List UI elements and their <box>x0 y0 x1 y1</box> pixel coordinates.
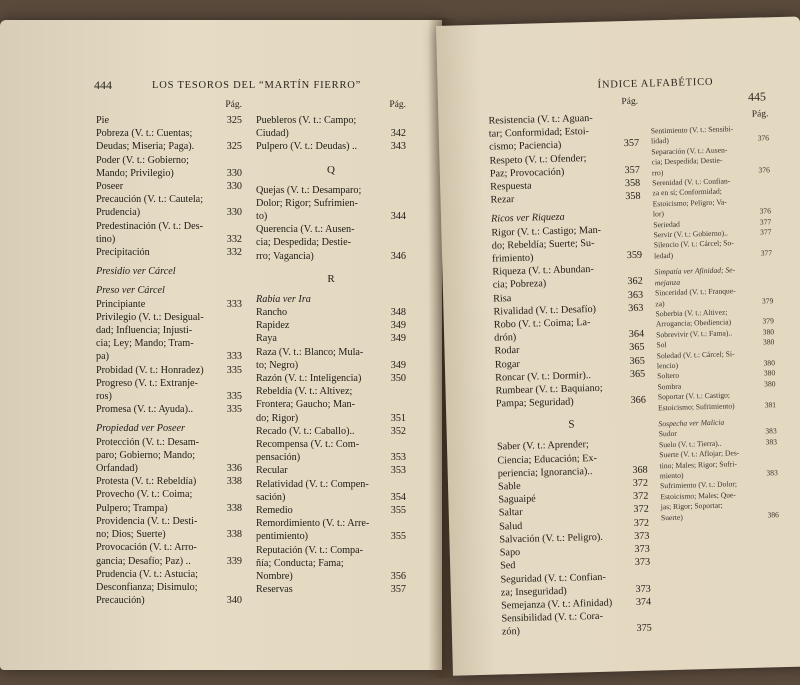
left-col1-page-header: Pág. <box>225 100 242 110</box>
index-entry-page: 364 <box>628 328 645 341</box>
index-entry-term: Sapo <box>499 547 521 559</box>
index-entry-term: Provocación (V. t.: Arro- gancia; Desafío; Paz) .. <box>96 542 197 567</box>
index-entry-page: 383 <box>765 426 777 436</box>
index-entry-page: 376 <box>758 164 770 175</box>
index-entry-page: 372 <box>633 517 650 529</box>
index-entry <box>96 193 242 219</box>
index-entry-page: 343 <box>390 141 406 153</box>
index-entry-page: 373 <box>634 556 651 569</box>
index-entry-page: 366 <box>630 394 647 407</box>
index-entry-page: 336 <box>226 463 242 475</box>
index-entry-term: Respuesta <box>490 180 532 193</box>
index-entry-term: Sombra <box>657 381 682 392</box>
index-entry-page: 333 <box>226 351 242 363</box>
index-entry <box>256 223 406 263</box>
index-entry-page: 349 <box>390 333 406 345</box>
index-entry-term: Querencia (V. t.: Ausen- cia; Despedida; Destie- rro; Vagancia) <box>256 224 355 262</box>
index-entry-page: 335 <box>226 404 242 416</box>
index-entry <box>256 504 406 517</box>
index-entry <box>256 544 406 584</box>
index-entry-term: Seriedad <box>653 219 680 230</box>
index-entry-page: 362 <box>627 276 643 288</box>
index-entry-term: Rivalidad (V. t.: Desafío) <box>493 303 597 318</box>
index-entry-term: Raya <box>256 333 277 345</box>
index-entry-page: 372 <box>632 490 649 503</box>
index-entry-page: 355 <box>390 531 406 543</box>
index-entry-term: Pulpero (V. t.: Deudas) .. <box>256 141 358 153</box>
index-entry-page: 357 <box>623 138 640 150</box>
index-entry-term: Ricos ver Riqueza <box>490 212 565 226</box>
section-letter: R <box>327 272 335 285</box>
index-entry-term: Sentimiento (V. t.: Sensibi- lidad) <box>650 124 734 146</box>
index-entry-term: Puebleros (V. t.: Campo; Ciudad) <box>256 115 357 140</box>
left-column-1 <box>96 100 242 607</box>
index-entry-page: 374 <box>635 596 652 608</box>
index-entry-term: Remordimiento (V. t.: Arre- pentimiento) <box>256 518 370 543</box>
index-entry <box>652 175 771 220</box>
index-entry <box>96 114 242 127</box>
index-entry-term: Soportar (V. t.: Castigo; Estoicismo; Sufrimiento) <box>657 390 735 412</box>
index-entry <box>256 319 406 332</box>
index-entry-term: Promesa (V. t.: Ayuda).. <box>96 404 194 416</box>
index-entry-term: Precaución (V. t.: Cautela; Prudencia) <box>96 194 204 219</box>
index-entry <box>256 583 406 596</box>
index-entry-page: 379 <box>762 316 774 326</box>
index-entry <box>491 222 642 266</box>
index-entry-page: 380 <box>763 358 776 368</box>
index-entry <box>495 381 646 411</box>
index-entry-term: Protección (V. t.: Desam- paro; Gobierno; Mando; Orfandad) <box>96 436 200 475</box>
index-entry <box>256 332 406 345</box>
left-page <box>0 20 442 670</box>
index-entry <box>96 403 242 416</box>
index-entry-page: 373 <box>635 583 651 595</box>
index-entry <box>497 437 648 481</box>
index-entry-term: Sable <box>497 481 521 493</box>
right-page-number: 445 <box>747 89 767 104</box>
index-entry-term: Privilegio (V. t.: Desigual- dad; Influencia; Injusti- cia; Ley; Mando; Tram- pa) <box>96 311 204 363</box>
right-column-1 <box>488 97 652 639</box>
index-entry-page: 330 <box>226 167 242 179</box>
index-entry-term: Preso ver Cárcel <box>96 285 165 297</box>
index-entry-term: Progreso (V. t.: Extranje- ros) <box>96 377 198 403</box>
index-entry-term: Reservas <box>256 584 293 596</box>
index-entry-page: 363 <box>628 302 644 314</box>
index-entry <box>256 293 406 306</box>
right-col2-entries <box>651 123 779 523</box>
index-entry-page: 386 <box>767 509 780 520</box>
index-entry <box>660 479 779 524</box>
index-entry-term: Razón (V. t.: Inteligencia) <box>256 373 362 385</box>
index-entry-page: 380 <box>763 368 776 378</box>
index-entry-term: Predestinación (V. t.: Des- tino) <box>96 220 204 245</box>
index-entry-term: Salud <box>498 520 523 533</box>
index-entry <box>256 140 406 153</box>
index-entry-term: Pie <box>96 115 110 126</box>
index-entry-term: Seguridad (V. t.: Confian- za; Inseguridad) <box>500 571 606 599</box>
index-entry <box>96 436 242 476</box>
index-entry <box>96 265 242 278</box>
index-entry <box>256 114 406 140</box>
index-entry-term: Precipitación <box>96 247 150 259</box>
index-entry-term: Saltar <box>498 507 523 520</box>
index-entry-term: Sinceridad (V. t.: Franque- za) <box>654 286 736 308</box>
index-entry-term: Sufrimiento (V. t.: Dolor; Estoicismo; Males; Que- jas; Rigor; Soportar; Suerte) <box>660 479 738 522</box>
index-entry-page: 353 <box>390 452 406 464</box>
index-entry <box>96 311 242 364</box>
left-col2-entries <box>256 114 406 597</box>
index-entry <box>96 246 242 259</box>
index-entry-page: 373 <box>634 543 650 556</box>
index-entry-page: 353 <box>390 465 406 477</box>
index-entry <box>96 154 242 180</box>
index-entry-page: 354 <box>390 491 406 503</box>
index-entry-term: Rumbear (V. t.: Baquiano; Pampa; Seguridad) <box>495 382 603 410</box>
left-running-head: LOS TESOROS DEL “MARTÍN FIERRO” <box>152 80 362 91</box>
index-entry-page: 376 <box>757 133 770 144</box>
index-entry-term: Reputación (V. t.: Compa- ñía; Conducta; Fama; Nombre) <box>256 544 364 583</box>
index-entry-page: 340 <box>226 595 242 607</box>
index-entry-term: Riqueza (V. t.: Abundan- cia; Pobreza) <box>492 264 594 292</box>
index-entry-page: 325 <box>226 115 242 126</box>
index-entry-page: 346 <box>390 250 406 262</box>
index-entry-term: Separación (V. t.: Ausen- cia; Despedida; Destie- rro) <box>651 145 728 178</box>
index-entry-page: 352 <box>390 425 406 437</box>
index-entry-page: 357 <box>390 584 406 596</box>
index-entry-term: Sobrevivir (V. t.: Fama).. <box>656 328 733 340</box>
index-entry-term: Propiedad ver Poseer <box>96 423 186 435</box>
index-entry-page: 338 <box>226 476 242 488</box>
index-entry <box>256 478 406 504</box>
index-entry-term: Risa <box>493 292 512 305</box>
index-entry-page: 365 <box>629 342 645 354</box>
index-entry-page: 332 <box>226 233 242 245</box>
index-entry-page: 376 <box>759 206 772 216</box>
index-entry-page: 344 <box>390 211 406 223</box>
right-col1-entries <box>488 111 652 639</box>
index-entry <box>256 438 406 464</box>
index-entry-page: 365 <box>629 368 646 380</box>
index-entry-term: Recompensa (V. t.: Com- pensación) <box>256 439 360 464</box>
index-entry-page: 381 <box>764 399 777 410</box>
index-entry-term: Saber (V. t.: Aprender; Ciencia; Educación; Ex- periencia; Ignorancia).. <box>496 439 598 480</box>
index-entry-term: Sensibilidad (V. t.: Cora- zón) <box>501 610 604 638</box>
index-entry-page: 349 <box>390 320 406 332</box>
index-entry <box>96 541 242 567</box>
index-entry-term: Quejas (V. t.: Desamparo; Dolor; Rigor; Sufrimien- to) <box>256 184 362 223</box>
index-entry-page: 373 <box>634 530 650 542</box>
index-entry-page: 375 <box>636 622 652 635</box>
index-entry-term: Providencia (V. t.: Desti- no; Dios; Suerte) <box>96 515 198 541</box>
index-entry-page: 350 <box>390 373 406 385</box>
index-entry-page: 372 <box>633 504 649 516</box>
index-entry-term: Robo (V. t.: Coima; La- drón) <box>493 317 591 344</box>
index-entry-term: Silencio (V. t.: Cárcel; So- ledad) <box>653 238 734 261</box>
index-entry-term: Rabia ver Ira <box>256 293 311 305</box>
index-entry <box>256 385 406 425</box>
index-entry <box>96 180 242 193</box>
index-entry <box>96 364 242 377</box>
index-entry-term: Soberbia (V. t.: Altivez; Arrogancia; Obediencia) <box>655 307 732 329</box>
index-entry-term: Poseer <box>96 181 124 193</box>
index-entry <box>501 609 652 639</box>
right-running-head: ÍNDICE ALFABÉTICO <box>597 76 714 91</box>
index-entry-term: Sed <box>500 560 516 572</box>
index-entry <box>256 464 406 477</box>
index-entry-term: Rapidez <box>256 320 290 332</box>
index-entry <box>492 262 643 292</box>
index-entry-page: 338 <box>226 502 242 514</box>
index-entry-term: Rebeldía (V. t.: Altivez; Frontera; Gaucho; Man- do; Rigor) <box>256 386 356 424</box>
section-letter: S <box>568 418 575 432</box>
index-entry-term: Remedio <box>256 505 293 517</box>
right-column-2 <box>650 109 779 523</box>
index-entry-page: 380 <box>762 326 775 337</box>
index-entry-term: Salvación (V. t.: Peligro). <box>499 531 603 546</box>
index-entry-term: Raza (V. t.: Blanco; Mula- to; Negro) <box>256 346 364 371</box>
index-entry-term: Sol <box>656 340 667 350</box>
index-entry <box>488 111 639 155</box>
index-entry <box>490 190 640 207</box>
index-entry <box>96 422 242 435</box>
index-entry-page: 351 <box>390 412 406 424</box>
index-entry-page: 380 <box>763 378 776 389</box>
index-entry-term: Roncar (V. t.: Dormir).. <box>495 369 592 384</box>
left-page-number: 444 <box>94 78 112 92</box>
index-entry-term: Rezar <box>490 194 515 206</box>
index-entry <box>256 346 406 372</box>
index-entry-page: 380 <box>762 337 775 347</box>
index-entry-term: Provecho (V. t.: Coima; Pulpero; Trampa) <box>96 489 193 514</box>
index-entry-term: Sospecha ver Malicia <box>658 417 725 429</box>
left-col1-entries <box>96 114 242 607</box>
index-entry-page: 358 <box>625 190 641 203</box>
index-entry-page: 348 <box>390 307 406 319</box>
index-entry <box>256 184 406 224</box>
index-entry-page: 335 <box>226 391 242 403</box>
index-entry-page: 325 <box>226 141 242 153</box>
index-entry <box>659 447 778 481</box>
index-entry-page: 330 <box>226 181 242 193</box>
index-entry-term: Pobreza (V. t.: Cuentas; Deudas; Miseria; Paga). <box>96 128 195 153</box>
index-entry <box>96 284 242 297</box>
index-entry-page: 356 <box>390 571 406 583</box>
index-entry-page: 383 <box>765 436 778 447</box>
index-entry-term: Soltero <box>657 371 680 381</box>
index-entry-term: Serenidad (V. t.: Confian- za en sí; Conformidad; Estoicismo; Peligro; Va- lor) <box>652 176 731 219</box>
index-entry <box>96 377 242 403</box>
index-entry-page: 383 <box>766 468 778 478</box>
index-entry-page: 330 <box>226 207 242 219</box>
index-entry <box>500 569 651 599</box>
index-entry <box>96 127 242 153</box>
index-entry-page: 335 <box>226 364 242 376</box>
index-entry <box>256 372 406 385</box>
index-entry-page: 379 <box>761 295 774 306</box>
left-column-2 <box>256 100 406 597</box>
index-entry-term: Probidad (V. t.: Honradez) <box>96 364 204 376</box>
index-entry <box>96 488 242 514</box>
index-entry-page: 332 <box>226 247 242 259</box>
index-entry-page: 339 <box>226 555 242 567</box>
index-entry-term: Suelo (V. t.: Tierra).. <box>658 438 722 450</box>
left-col2-page-header: Pág. <box>389 100 406 110</box>
index-entry-page: 363 <box>627 289 644 301</box>
index-entry-term: Rodar <box>494 345 520 358</box>
index-entry-term: Simpatía ver Afinidad; Se- mejanza <box>654 265 736 288</box>
index-entry <box>256 517 406 543</box>
index-entry-page: 342 <box>390 128 406 140</box>
index-entry <box>96 475 242 488</box>
index-entry-page: 365 <box>629 355 645 367</box>
index-entry <box>654 238 773 262</box>
index-entry <box>494 315 645 345</box>
index-entry <box>96 298 242 311</box>
index-entry-page: 355 <box>390 505 406 517</box>
index-entry <box>658 389 777 413</box>
right-page <box>436 16 800 675</box>
index-entry <box>489 150 640 180</box>
index-entry-term: Protesta (V. t.: Rebeldía) <box>96 476 197 488</box>
index-entry-term: Relatividad (V. t.: Compen- sación) <box>256 478 369 503</box>
index-entry-page: 358 <box>624 177 641 190</box>
index-entry-page: 377 <box>759 216 772 227</box>
index-entry <box>96 515 242 541</box>
index-entry-term: Recado (V. t.: Caballo).. <box>256 425 355 437</box>
index-entry-page: 372 <box>632 477 649 490</box>
index-entry-term: Semejanza (V. t.: Afinidad) <box>501 597 613 612</box>
index-entry-page: 333 <box>226 298 242 310</box>
index-entry-term: Presidio ver Cárcel <box>96 266 176 278</box>
index-entry-term: Suerte (V. t.: Aflojar; Des- tino; Males; Rigor; Sufri- miento) <box>659 448 740 481</box>
index-entry-term: Prudencia (V. t.: Astucia; Desconfianza; Disimulo; Precaución) <box>96 568 198 607</box>
index-entry-term: Rigor (V. t.: Castigo; Man- do; Rebeldía; Suerte; Su- frimiento) <box>491 224 602 265</box>
index-entry-page: 349 <box>390 359 406 371</box>
index-entry-page: 377 <box>759 227 772 237</box>
index-entry-page: 357 <box>624 164 640 176</box>
index-entry-term: Soledad (V. t.: Cárcel; Si- lencio) <box>656 348 735 371</box>
index-entry-term: Rogar <box>494 358 520 371</box>
index-entry-term: Saguaipé <box>498 493 536 506</box>
index-entry-term: Servir (V. t.: Gobierno).. <box>653 228 728 240</box>
index-entry-term: Rancho <box>256 307 288 319</box>
index-entry-page: 359 <box>626 249 643 262</box>
index-entry <box>256 425 406 438</box>
index-entry <box>651 144 770 178</box>
index-entry-page: 377 <box>760 248 773 258</box>
index-entry-term: Sudor <box>658 429 678 439</box>
section-letter: Q <box>327 163 335 176</box>
index-entry <box>256 306 406 319</box>
index-entry-term: Respeto (V. t.: Ofender; Paz; Provocación) <box>489 152 587 180</box>
right-col2-page-header: Pág. <box>751 109 769 120</box>
index-entry-term: Recular <box>256 465 288 477</box>
index-entry-term: Resistencia (V. t.: Aguan- tar; Conformidad; Estoi- cismo; Paciencia) <box>488 112 593 154</box>
index-entry-page: 338 <box>226 529 242 541</box>
index-entry <box>96 220 242 246</box>
right-col1-page-header: Pág. <box>621 96 639 108</box>
index-entry-term: Poder (V. t.: Gobierno; Mando; Privilegio) <box>96 154 189 179</box>
index-entry <box>96 568 242 608</box>
index-entry-term: Principiante <box>96 298 146 310</box>
index-entry-page: 368 <box>632 464 648 476</box>
